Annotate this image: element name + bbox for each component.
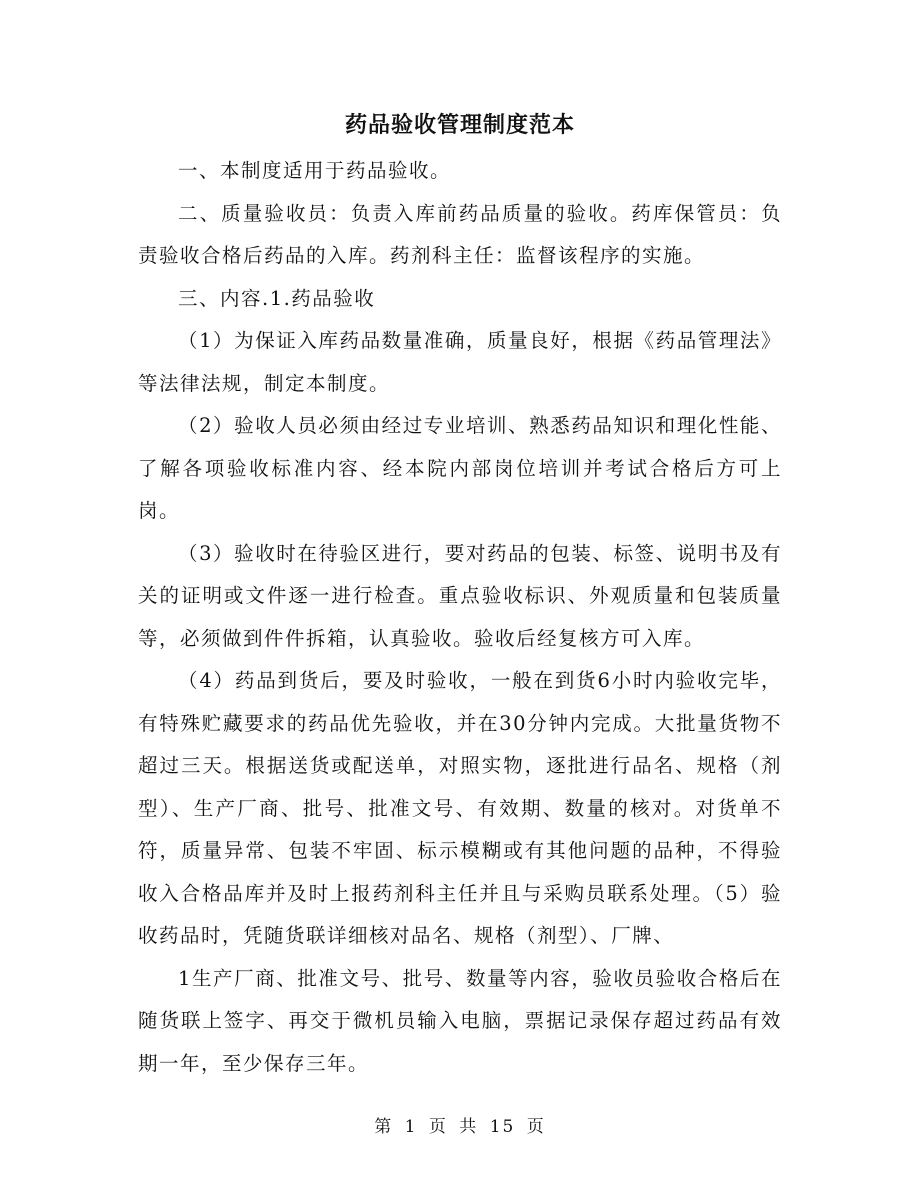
footer-page-word: 页 [428, 1117, 448, 1137]
paragraph-item-2: （2）验收人员必须由经过专业培训、熟悉药品知识和理化性能、了解各项验收标准内容、经本院内部岗位培训并考试合格后方可上岗。 [138, 414, 782, 522]
paragraph-content-heading: 三、内容.1.药品验收 [178, 286, 376, 310]
footer-current-page: 1 [404, 1117, 418, 1137]
page-footer [0, 1112, 920, 1137]
paragraph-scope: 一、本制度适用于药品验收。 [178, 159, 452, 182]
paragraph-roles: 二、质量验收员：负责入库前药品质量的验收。药库保管员：负责验收合格后药品的入库。药剂科主任：监督该程序的实施。 [138, 201, 782, 267]
paragraph-item-5-continued: 1生产厂商、批准文号、批号、数量等内容，验收员验收合格后在随货联上签字、再交于微机员输入电脑，票据记录保存超过药品有效期一年，至少保存三年。 [138, 966, 782, 1075]
footer-suffix: 页 [526, 1117, 546, 1137]
document-title: 药品验收管理制度范本 [344, 112, 575, 138]
footer-total-word: 共 [459, 1117, 479, 1137]
footer-prefix: 第 [374, 1117, 394, 1137]
document-body [138, 150, 782, 1085]
paragraph-item-1: （1）为保证入库药品数量准确，质量良好，根据《药品管理法》等法律法规，制定本制度。 [138, 329, 782, 395]
paragraph-item-3: （3）验收时在待验区进行，要对药品的包装、标签、说明书及有关的证明或文件逐一进行检查。重点验收标识、外观质量和包装质量等，必须做到件件拆箱，认真验收。验收后经复核方可入库。 [138, 541, 782, 650]
footer-total-pages: 15 [489, 1117, 516, 1137]
paragraph-item-4: （4）药品到货后，要及时验收，一般在到货6小时内验收完毕，有特殊贮藏要求的药品优先验收，并在30分钟内完成。大批量货物不超过三天。根据送货或配送单，对照实物，逐批进行品名、规格（剂型）、生产厂商、批号、批准文号、有效期、数量的核对。对货单不符，质量异常、包装不牢固、标示模糊或有其他问题的品种，不得验收入合格品库并及时上报药剂科主任并且与采购员联系处理。（5）验收药品时，凭随货联详细核对品名、规格（剂型）、厂牌、 [138, 669, 782, 947]
